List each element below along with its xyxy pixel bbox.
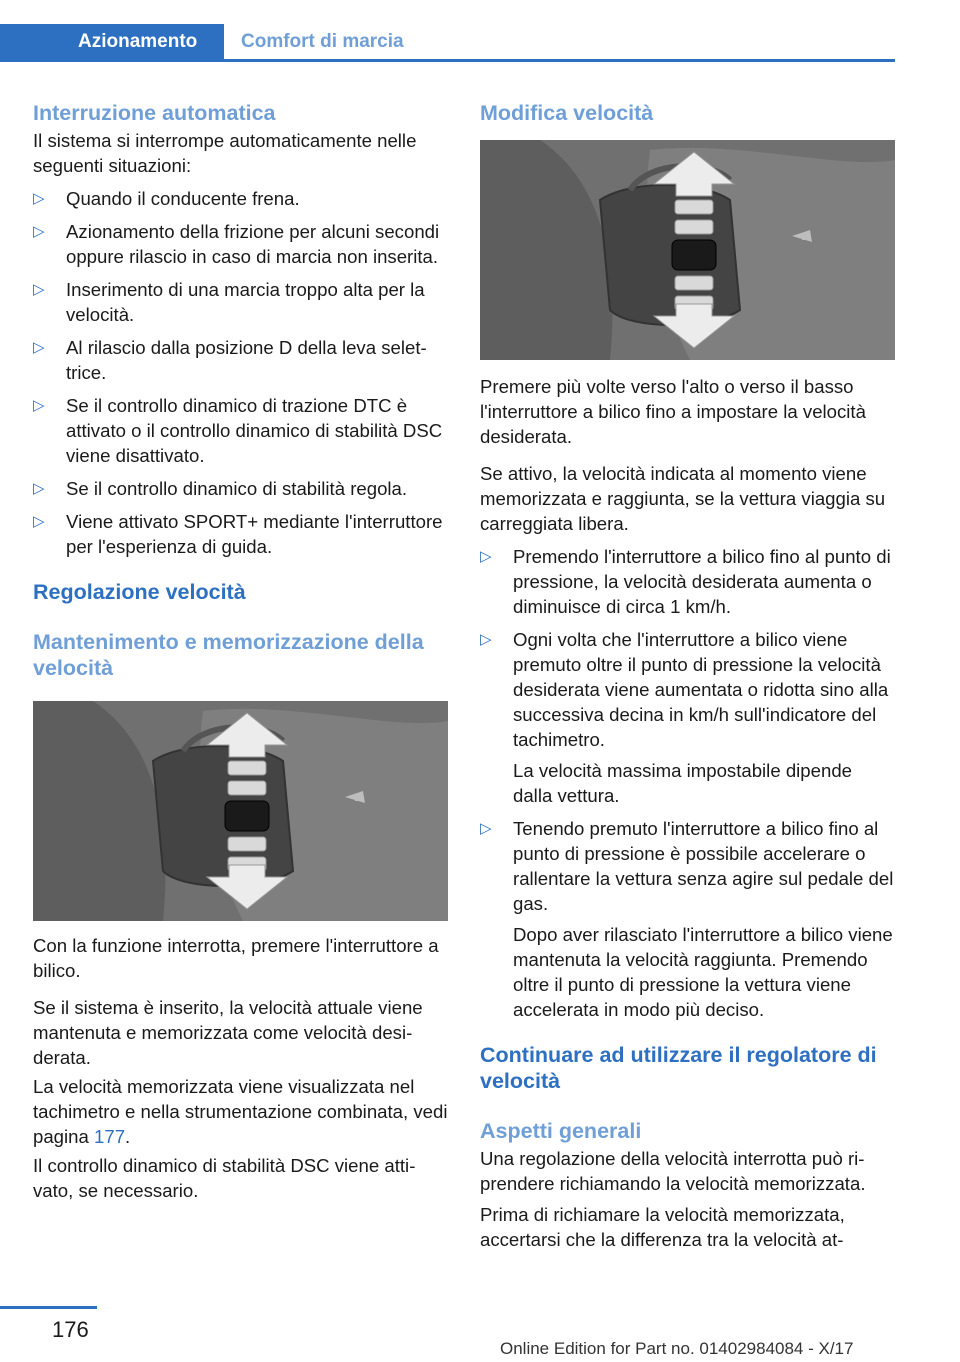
paragraph-sistema-inserito: Se il sistema è inserito, la velocità attuale viene mantenuta e memorizzata come velocità desiderata. — [33, 997, 423, 1068]
chapter-tabs — [0, 24, 895, 62]
bullet-triangle-icon: ▷ — [33, 397, 45, 414]
bullet-text: Al rilascio dalla posizione D della leva selettrice. — [66, 337, 427, 383]
heading-mantenimento: Mantenimento e memorizzazione della velocità — [33, 630, 424, 680]
paragraph-regolazione-interrotta: Una regolazione della velocità interrotta può riprendere richiamando la velocità memorizzata. — [480, 1148, 866, 1194]
bullet-item — [33, 219, 449, 269]
bullet-triangle-icon: ▷ — [480, 631, 492, 648]
bullet-list-interruzione — [33, 186, 449, 559]
bullet-item — [33, 393, 449, 468]
bullet-triangle-icon: ▷ — [33, 339, 45, 356]
heading-aspetti-generali: Aspetti generali — [480, 1119, 642, 1143]
bullet-text: Se il controllo dinamico di trazione DTC è attivato o il controllo dinamico di stabilità DSC viene disattivato. — [66, 395, 443, 466]
bullet-text: Quando il conducente frena. — [66, 188, 300, 209]
paragraph-velocita-memorizzata — [33, 1074, 449, 1149]
bullet-item — [480, 544, 896, 619]
bullet-triangle-icon: ▷ — [480, 820, 492, 837]
steering-wheel-image — [33, 701, 448, 921]
bullet-triangle-icon: ▷ — [480, 548, 492, 565]
paragraph-prima-di-richiamare: Prima di richiamare la velocità memorizzata, accertarsi che la differenza tra la velocità at- — [480, 1204, 845, 1250]
paragraph-premere-piu-volte: Premere più volte verso l'alto o verso il basso l'interruttore a bilico fino a impostare la velocità desiderata. — [480, 376, 866, 447]
bullet-list-modifica — [480, 544, 896, 1022]
bullet-triangle-icon: ▷ — [33, 223, 45, 240]
bullet-subtext — [480, 922, 896, 1022]
bullet-text: Tenendo premuto l'interruttore a bilico fino al punto di pressione è possibile accelerare o rallentare la vettura senza agire sul pedale del gas. — [513, 818, 894, 914]
steering-wheel-rocker-illustration — [33, 701, 448, 921]
bullet-triangle-icon: ▷ — [33, 480, 45, 497]
steering-wheel-image-2 — [480, 140, 895, 360]
bullet-item — [33, 509, 449, 559]
bullet-text: Inserimento di una marcia troppo alta per la velocità. — [66, 279, 425, 325]
bullet-item — [33, 335, 449, 385]
tab-azionamento[interactable]: Azionamento — [0, 24, 224, 60]
steering-wheel-rocker-illustration-2 — [480, 140, 895, 360]
left-column — [33, 100, 449, 1203]
heading-interruzione-automatica: Interruzione automatica — [33, 101, 276, 125]
bullet-triangle-icon: ▷ — [33, 190, 45, 207]
bullet-text: Viene attivato SPORT+ mediante l'interruttore per l'esperienza di guida. — [66, 511, 443, 557]
paragraph-funzione-interrotta: Con la funzione interrotta, premere l'interruttore a bilico. — [33, 935, 439, 981]
paragraph-intro: Il sistema si interrompe automaticamente nelle seguenti situazioni: — [33, 130, 417, 176]
bullet-text: Azionamento della frizione per alcuni secondi oppure rilascio in caso di marcia non inserita. — [66, 221, 440, 267]
bullet-item — [480, 816, 896, 916]
bullet-triangle-icon: ▷ — [33, 513, 45, 530]
bullet-item — [480, 627, 896, 752]
bullet-subtext — [480, 758, 896, 808]
paragraph-se-attivo: Se attivo, la velocità indicata al momento viene memorizzata e raggiunta, se la vettura viaggia su carreggiata libera. — [480, 463, 886, 534]
bullet-item — [33, 277, 449, 327]
bullet-text: Se il controllo dinamico di stabilità regola. — [66, 478, 408, 499]
page-number: 176 — [52, 1317, 89, 1342]
bullet-subtext-content: Dopo aver rilasciato l'interruttore a bilico viene mantenuta la velocità raggiunta. Premendo oltre il punto di pressione la vettura viene accelerata in modo più deciso. — [513, 924, 893, 1020]
heading-modifica-velocita: Modifica velocità — [480, 101, 654, 125]
bullet-subtext-content: La velocità massima impostabile dipende dalla vettura. — [513, 760, 852, 806]
page-link-177[interactable]: 177 — [94, 1126, 126, 1147]
text-period: . — [125, 1126, 131, 1147]
heading-continuare: Continuare ad utilizzare il regolatore di velocità — [480, 1043, 877, 1093]
bullet-triangle-icon: ▷ — [33, 281, 45, 298]
heading-regolazione-velocita: Regolazione velocità — [33, 580, 246, 604]
footer-rule — [0, 1306, 97, 1309]
bullet-item — [33, 476, 449, 501]
bullet-text: Ogni volta che l'interruttore a bilico viene premuto oltre il punto di pressione la velocità desiderata viene aumentata o ridotta sino alla successiva decina in km/h sull'indicatore del tachimetro. — [513, 629, 889, 750]
text-velocita-memorizzata: La velocità memorizzata viene visualizzata nel tachimetro e nella strumentazione combinata, vedi pagina — [33, 1076, 448, 1147]
bullet-item — [33, 186, 449, 211]
tab-comfort-di-marcia[interactable]: Comfort di marcia — [241, 31, 404, 52]
right-column — [480, 100, 896, 1252]
bullet-text: Premendo l'interruttore a bilico fino al punto di pressione, la velocità desiderata aumenta o diminuisce di circa 1 km/h. — [513, 546, 891, 617]
paragraph-dsc: Il controllo dinamico di stabilità DSC viene attivato, se necessario. — [33, 1155, 416, 1201]
online-edition-text: Online Edition for Part no. 01402984084 - X/17 — [500, 1339, 854, 1358]
